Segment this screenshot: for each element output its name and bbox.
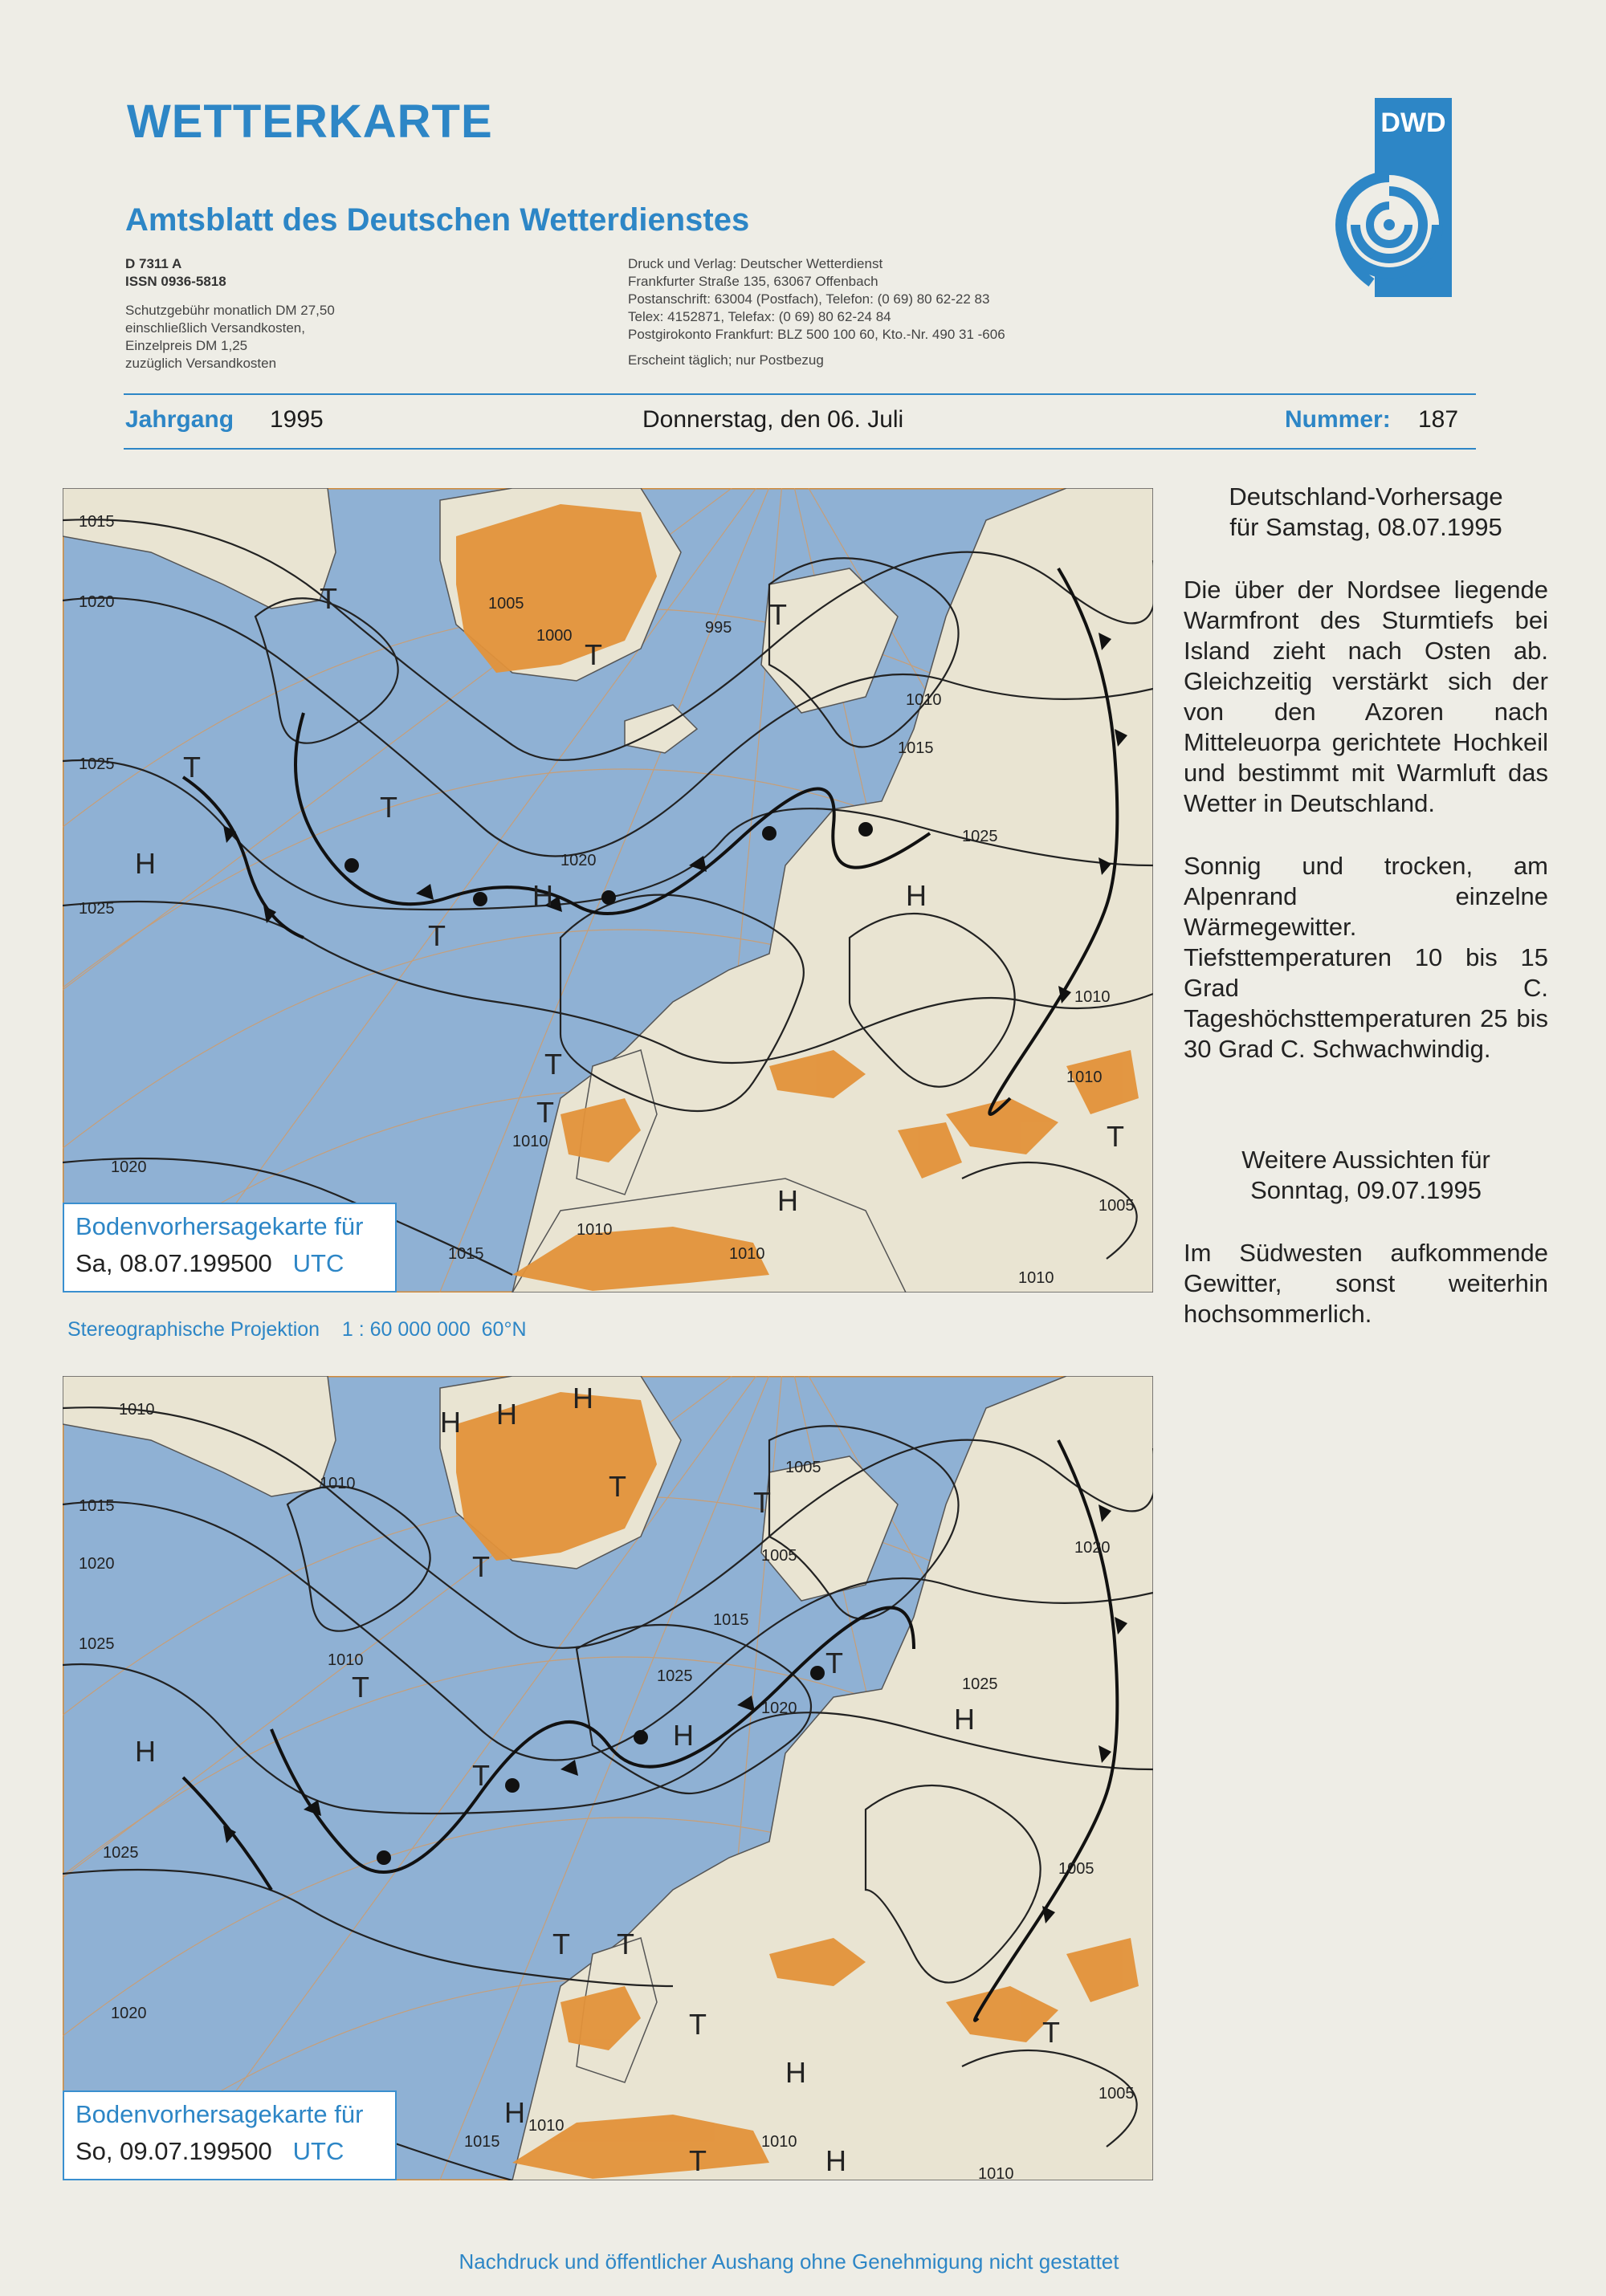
year-value: 1995 <box>270 406 324 433</box>
dwd-logo <box>1325 96 1453 299</box>
pressure-center-low: T <box>552 1928 570 1960</box>
forecast-map-sunday <box>63 1376 1153 2180</box>
publisher-line: Postanschrift: 63004 (Postfach), Telefon: (0 69) 80 62-22 83 <box>628 291 990 307</box>
isobar-label: 1010 <box>1074 988 1111 1006</box>
isobar-label: 1005 <box>488 595 524 613</box>
isobar-label: 1025 <box>79 755 115 773</box>
pressure-center-low: T <box>609 1470 626 1503</box>
forecast-paragraph: Die über der Nordsee liegende Warmfront des Sturmtiefs bei Island zieht nach Osten ab. Gleichzeitig verstärkt sich der von den Azoren nach Mitteleuorpa gerichtete Hochkeil und bestimmt mit Warmluft das Wetter in Deutschland. <box>1184 576 1548 817</box>
pressure-center-high: H <box>673 1719 694 1752</box>
isobar-label: 1010 <box>512 1133 548 1150</box>
isobar-label: 1005 <box>761 1547 797 1565</box>
isobar-label: 1005 <box>1099 2085 1135 2103</box>
isobar-label: 1010 <box>528 2117 565 2135</box>
pressure-center-high: H <box>954 1703 975 1736</box>
caption-date: So, 09.07.1995 <box>75 2137 245 2165</box>
pressure-center-high: H <box>135 1735 156 1768</box>
fee-line: Schutzgebühr monatlich DM 27,50 <box>125 303 335 318</box>
pressure-center-low: T <box>544 1048 562 1081</box>
caption-title: Bodenvorhersagekarte für <box>75 2100 364 2128</box>
pressure-center-low: T <box>472 1550 490 1583</box>
caption-hour: 00 <box>244 1249 272 1277</box>
isobar-label: 1025 <box>103 1844 139 1862</box>
isobar-label: 1010 <box>906 691 942 709</box>
isobar-label: 1000 <box>536 627 573 645</box>
pressure-center-high: H <box>532 879 553 912</box>
isobar-label: 1020 <box>79 1555 115 1573</box>
projection-label: Stereographische Projektion <box>67 1318 320 1341</box>
isobar-label: 1015 <box>713 1611 749 1629</box>
projection-scale: 1 : 60 000 000 <box>341 1318 471 1341</box>
fee-line: einschließlich Versandkosten, <box>125 320 305 336</box>
isobar-label: 1015 <box>79 1497 115 1515</box>
isobar-label: 1020 <box>79 593 115 611</box>
pressure-center-high: H <box>573 1382 593 1415</box>
publisher-info <box>628 255 1190 369</box>
isobar-label: 1020 <box>1074 1539 1111 1557</box>
pressure-center-high: H <box>440 1406 461 1439</box>
isobar-label: 1020 <box>111 1158 147 1176</box>
page-subtitle: Amtsblatt des Deutschen Wetterdienstes <box>125 202 750 238</box>
map-caption <box>63 2090 397 2180</box>
isobar-label: 1025 <box>79 900 115 918</box>
projection-latitude: 60°N <box>481 1318 527 1341</box>
isobar-label: 1005 <box>1099 1197 1135 1215</box>
pressure-center-low: T <box>585 638 602 671</box>
isobar-label: 1010 <box>729 1245 765 1263</box>
pressure-center-low: T <box>1107 1120 1124 1153</box>
divider <box>124 448 1476 450</box>
pressure-center-high: H <box>825 2144 846 2177</box>
isobar-label: 1015 <box>79 513 115 531</box>
caption-utc: UTC <box>292 2137 344 2165</box>
pressure-center-high: H <box>496 1398 517 1431</box>
publisher-line: Frankfurter Straße 135, 63067 Offenbach <box>628 274 878 289</box>
isobar-label: 1015 <box>448 1245 484 1263</box>
isobar-label: 1010 <box>1018 1269 1054 1287</box>
isobar-label: 1010 <box>978 2165 1014 2180</box>
caption-date: Sa, 08.07.1995 <box>75 1249 245 1277</box>
logo-text: DWD <box>1380 108 1446 138</box>
forecast-paragraph: Sonnig und trocken, am Alpenrand einzelne Wärmegewitter. Tiefsttemperaturen 10 bis 15 Grad C. Tageshöchsttemperaturen 25 bis 30 Grad C. Schwachwindig. <box>1184 852 1548 1063</box>
publisher-line: Telex: 4152871, Telefax: (0 69) 80 62-24 84 <box>628 309 891 324</box>
outlook-paragraph: Im Südwesten aufkommende Gewitter, sonst weiterhin hochsommerlich. <box>1184 1239 1548 1328</box>
isobar-label: 1025 <box>657 1667 693 1685</box>
caption-datetime <box>75 2137 384 2166</box>
projection-note <box>67 1318 527 1341</box>
isobar-label: 1010 <box>577 1221 613 1239</box>
pressure-center-low: T <box>380 791 397 824</box>
isobar-label: 1010 <box>328 1651 364 1669</box>
pressure-center-low: T <box>472 1759 490 1792</box>
map-canvas <box>63 488 1153 1293</box>
isobar-label: 1010 <box>1066 1069 1103 1086</box>
map-canvas <box>63 1376 1153 2180</box>
caption-utc: UTC <box>292 1249 344 1277</box>
isobar-label: 1020 <box>560 852 597 869</box>
pressure-center-low: T <box>617 1928 634 1960</box>
publication-code: D 7311 A <box>125 256 182 271</box>
isobar-label: 1015 <box>898 739 934 757</box>
pressure-center-high: H <box>135 847 156 880</box>
isobar-label: 995 <box>705 619 732 637</box>
frequency-note: Erscheint täglich; nur Postbezug <box>628 352 824 368</box>
issn: ISSN 0936-5818 <box>125 274 226 289</box>
pressure-center-high: H <box>777 1184 798 1217</box>
isobar-label: 1020 <box>111 2005 147 2022</box>
forecast-map-saturday <box>63 488 1153 1293</box>
forecast-column <box>1184 482 1548 1329</box>
pressure-center-low: T <box>320 582 337 615</box>
pressure-center-high: H <box>785 2056 806 2089</box>
isobar-label: 1005 <box>785 1459 821 1476</box>
footer-note: Nachdruck und öffentlicher Aushang ohne Genehmigung nicht gestattet <box>459 2249 1119 2274</box>
isobar-label: 1015 <box>464 2133 500 2151</box>
pressure-center-low: T <box>1042 2016 1060 2049</box>
caption-datetime <box>75 1249 384 1278</box>
forecast-heading: Deutschland-Vorhersage <box>1229 482 1503 511</box>
fee-line: zuzüglich Versandkosten <box>125 356 277 371</box>
publisher-line: Postgirokonto Frankfurt: BLZ 500 100 60, Kto.-Nr. 490 31 -606 <box>628 327 1005 342</box>
publication-codes <box>125 255 463 372</box>
isobar-label: 1025 <box>962 828 998 845</box>
pressure-center-low: T <box>428 919 446 952</box>
divider <box>124 393 1476 395</box>
year-label: Jahrgang <box>125 406 234 433</box>
isobar-label: 1005 <box>1058 1860 1094 1878</box>
pressure-center-low: T <box>689 2008 707 2041</box>
caption-title: Bodenvorhersagekarte für <box>75 1212 364 1240</box>
pressure-center-high: H <box>906 879 927 912</box>
fee-line: Einzelpreis DM 1,25 <box>125 338 248 353</box>
pressure-center-low: T <box>825 1647 843 1679</box>
pressure-center-low: T <box>753 1486 771 1519</box>
outlook-heading: Weitere Aussichten für <box>1241 1146 1490 1174</box>
isobar-label: 1025 <box>79 1635 115 1653</box>
outlook-heading-date: Sonntag, 09.07.1995 <box>1250 1176 1482 1204</box>
isobar-label: 1025 <box>962 1675 998 1693</box>
issue-meta <box>125 401 1474 440</box>
number-label: Nummer: <box>1285 406 1391 433</box>
isobar-label: 1010 <box>761 2133 797 2151</box>
isobar-label: 1020 <box>761 1700 797 1717</box>
number-value: 187 <box>1418 406 1459 433</box>
caption-hour: 00 <box>244 2137 272 2165</box>
map-caption <box>63 1203 397 1293</box>
isobar-label: 1010 <box>119 1401 155 1419</box>
publisher-line: Druck und Verlag: Deutscher Wetterdienst <box>628 256 883 271</box>
forecast-heading-date: für Samstag, 08.07.1995 <box>1229 513 1502 541</box>
issue-date: Donnerstag, den 06. Juli <box>642 406 904 433</box>
pressure-center-low: T <box>769 598 787 631</box>
pressure-center-low: T <box>183 751 201 784</box>
pressure-center-low: T <box>689 2144 707 2177</box>
pressure-center-low: T <box>352 1671 369 1704</box>
isobar-label: 1010 <box>320 1475 356 1492</box>
pressure-center-low: T <box>536 1096 554 1129</box>
page-title: WETTERKARTE <box>127 96 493 148</box>
pressure-center-high: H <box>504 2096 525 2129</box>
